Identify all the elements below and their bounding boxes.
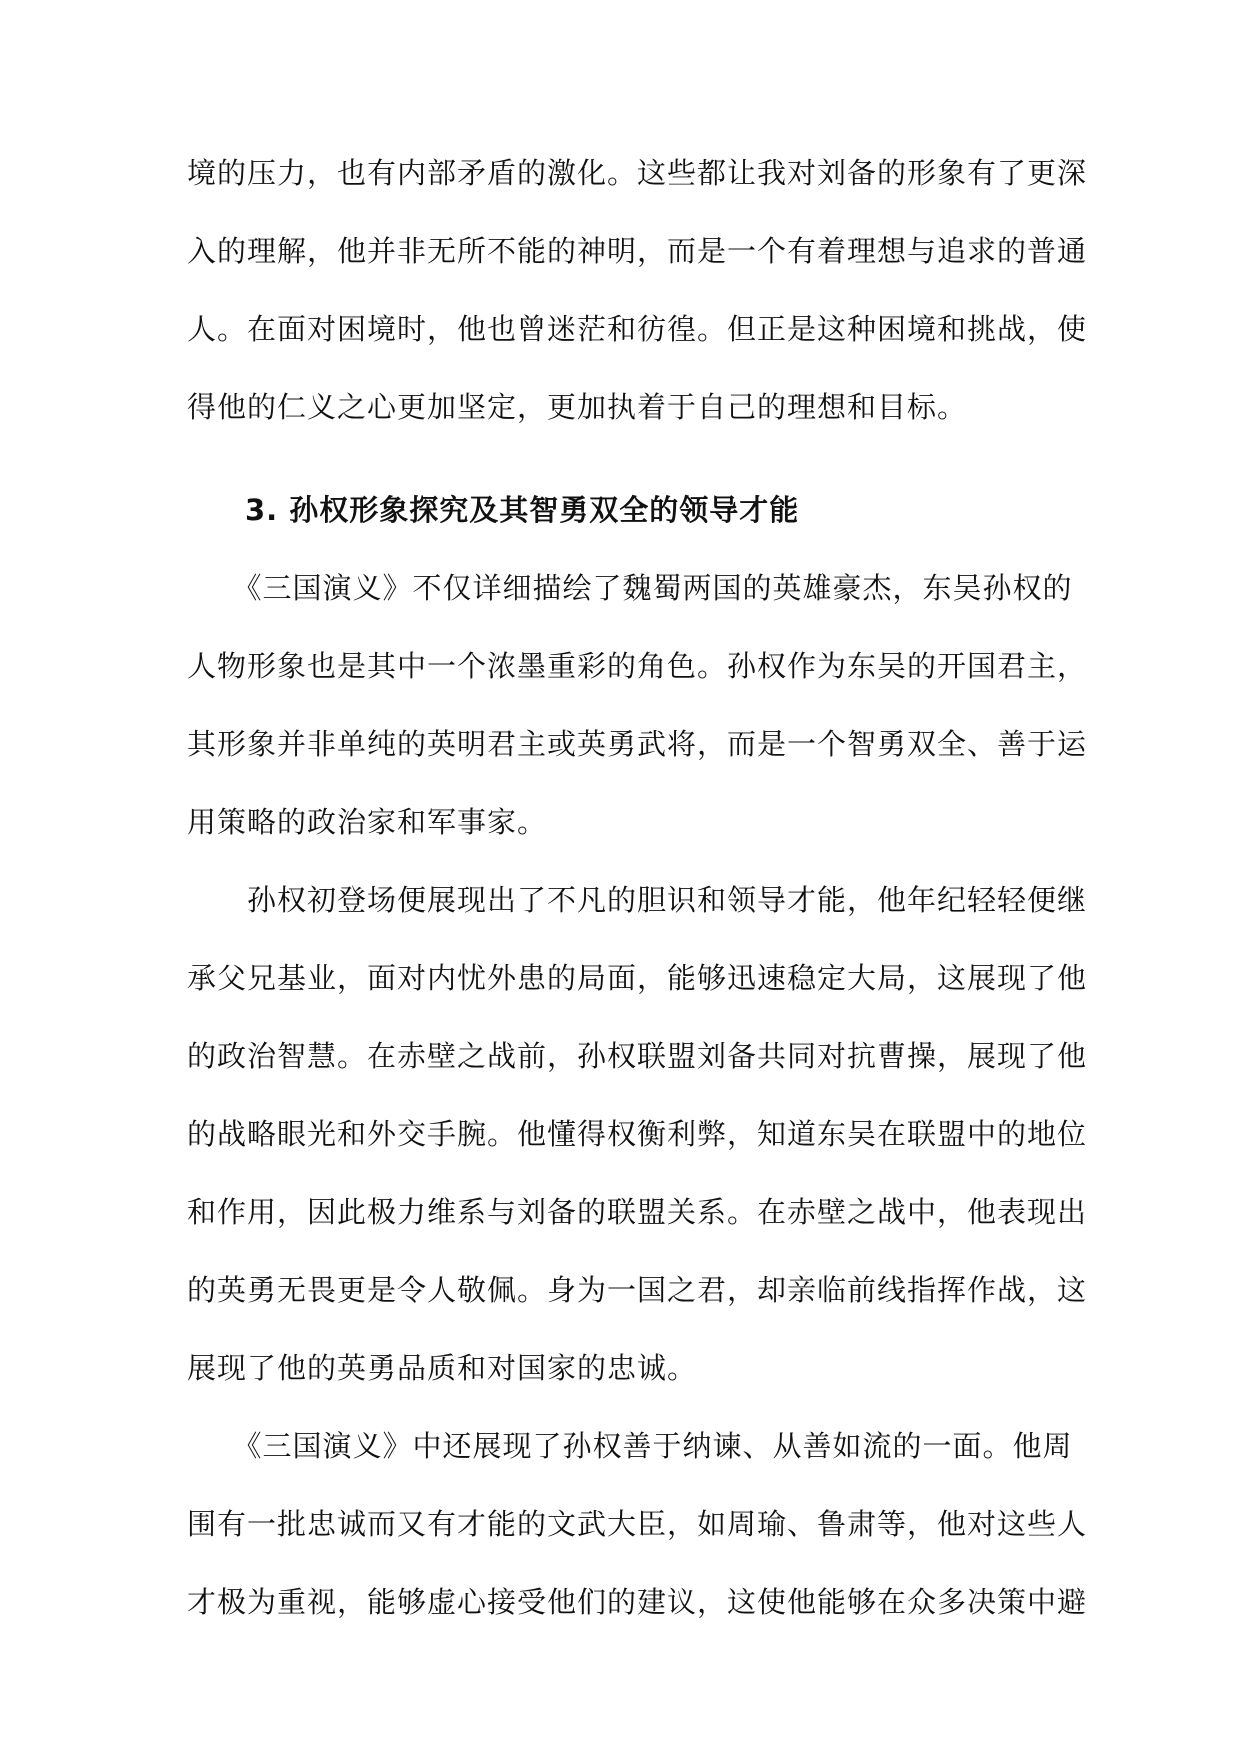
text-line: 展现了他的英勇品质和对国家的忠诚。 (187, 1351, 698, 1385)
paragraph-sun-quan-counsel (187, 1407, 1088, 1641)
text-line: 的英勇无畏更是令人敬佩。身为一国之君，却亲临前线指挥作战，这 (187, 1273, 1088, 1307)
text-line: 得他的仁义之心更加坚定，更加执着于自己的理想和目标。 (187, 390, 968, 424)
paragraph-sun-quan-intro (187, 549, 1088, 861)
text-line: 人。在面对困境时，他也曾迷茫和彷徨。但正是这种困境和挑战，使 (187, 312, 1088, 346)
section-heading: 3. 孙权形象探究及其智勇双全的领导才能 (245, 493, 800, 527)
text-line: 入的理解，他并非无所不能的神明，而是一个有着理想与追求的普通 (187, 234, 1088, 268)
document-body (187, 134, 1088, 1641)
text-line: 境的压力，也有内部矛盾的激化。这些都让我对刘备的形象有了更深 (187, 156, 1088, 190)
text-line: 其形象并非单纯的英明君主或英勇武将，而是一个智勇双全、善于运 (187, 727, 1088, 761)
text-line: 用策略的政治家和军事家。 (187, 805, 548, 839)
text-line: 围有一批忠诚而又有才能的文武大臣，如周瑜、鲁肃等，他对这些人 (187, 1507, 1088, 1541)
text-line: 人物形象也是其中一个浓墨重彩的角色。孙权作为东吴的开国君主， (187, 649, 1088, 683)
text-line: 承父兄基业，面对内忧外患的局面，能够迅速稳定大局，这展现了他 (187, 961, 1088, 995)
paragraph-liu-bei-conclusion (187, 134, 1088, 446)
text-line: 《三国演义》中还展现了孙权善于纳谏、从善如流的一面。他周 (187, 1429, 1073, 1463)
paragraph-sun-quan-leadership (187, 861, 1088, 1407)
text-line: 的战略眼光和外交手腕。他懂得权衡利弊，知道东吴在联盟中的地位 (187, 1117, 1088, 1151)
text-line: 的政治智慧。在赤壁之战前，孙权联盟刘备共同对抗曹操，展现了他 (187, 1039, 1088, 1073)
text-line: 《三国演义》不仅详细描绘了魏蜀两国的英雄豪杰，东吴孙权的 (187, 571, 1073, 605)
text-line: 孙权初登场便展现出了不凡的胆识和领导才能，他年纪轻轻便继 (187, 883, 1088, 917)
text-line: 和作用，因此极力维系与刘备的联盟关系。在赤壁之战中，他表现出 (187, 1195, 1088, 1229)
text-line: 才极为重视，能够虚心接受他们的建议，这使他能够在众多决策中避 (187, 1585, 1088, 1619)
